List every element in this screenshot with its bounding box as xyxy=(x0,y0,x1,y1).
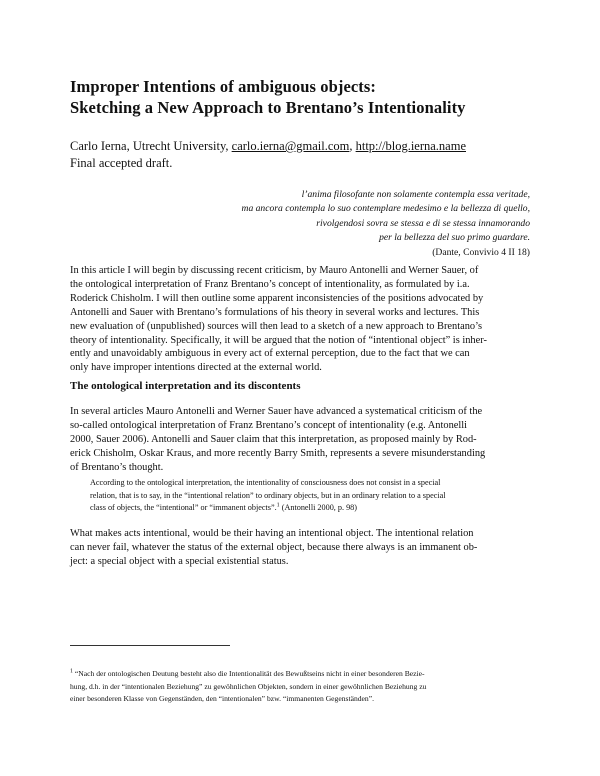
quote-line-text: class of objects, the “intentional” or “immanent objects”. xyxy=(90,503,277,512)
footnote-line: hung, d.h. in der “intentionalen Beziehung” zu gewöhnlichen Objekten, sondern in einer gewöhnlichen Beziehung zu xyxy=(70,681,427,691)
epigraph-line: per la bellezza del suo primo guardare. xyxy=(379,232,530,244)
body-paragraph-2 xyxy=(70,527,530,569)
block-quote xyxy=(90,477,520,515)
title-line-1: Improper Intentions of ambiguous objects: xyxy=(70,77,377,96)
body-line: can never fail, whatever the status of the external object, because there always is an immanent ob- xyxy=(70,541,478,553)
abstract-line: new evaluation of (unpublished) sources will then lead to a sketch of a new approach to Brentano’s xyxy=(70,320,483,332)
author-website-link[interactable]: http://blog.ierna.name xyxy=(355,139,466,153)
footnote-divider xyxy=(70,645,230,646)
footnote-text: “Nach der ontologischen Deutung besteht also die Intentionalität des Bewußtseins nicht in einer besonderen Bezie- xyxy=(73,669,425,678)
footnote-line xyxy=(70,668,530,681)
draft-status: Final accepted draft. xyxy=(70,156,173,170)
author-line xyxy=(70,138,540,155)
body-line: In several articles Mauro Antonelli and Werner Sauer have advanced a systematical criticism of the xyxy=(70,406,483,417)
abstract-line: Antonelli and Sauer with Brentano’s formulations of his theory in several works and lectures. This xyxy=(70,306,480,318)
body-line: erick Chisholm, Oskar Kraus, and more recently Barry Smith, represents a severe misunderstanding xyxy=(70,447,486,459)
author-email-link[interactable]: carlo.ierna@gmail.com xyxy=(231,139,350,153)
paper-title xyxy=(70,76,540,118)
epigraph-line: ma ancora contempla lo suo contemplare medesimo e la bellezza di quello, xyxy=(241,203,530,215)
epigraph-line: rivolgendosi sovra se stessa e di se stessa innamorando xyxy=(316,217,530,229)
quote-line: According to the ontological interpretation, the intentionality of consciousness does not consist in a special xyxy=(90,478,441,487)
section-heading: The ontological interpretation and its discontents xyxy=(70,380,301,392)
body-line: of Brentano’s thought. xyxy=(70,461,164,473)
author-separator: , xyxy=(349,139,356,153)
author-name: Carlo Ierna, Utrecht University, xyxy=(70,139,232,153)
abstract-line: only have improper intentions directed at the external world. xyxy=(70,362,322,374)
quote-citation: (Antonelli 2000, p. 98) xyxy=(279,503,357,512)
quote-line: relation, that is to say, in the “intentional relation” to ordinary objects, but in an ordinary relation to a special xyxy=(90,490,446,500)
abstract-line: theory of intentionality. Specifically, it will be argued that the notion of “intentional object” is inher- xyxy=(70,334,487,346)
quote-line xyxy=(90,502,520,515)
body-line: so-called ontological interpretation of Franz Brentano’s concept of intentionality (e.g. Antonelli xyxy=(70,419,468,431)
body-line: ject: a special object with a special existential status. xyxy=(70,555,289,567)
epigraph xyxy=(130,188,530,260)
footnote-reference[interactable]: 1 xyxy=(276,502,280,509)
abstract-line: ently and unavoidably ambiguous in every act of external perception, due to the fact that we can xyxy=(70,348,470,360)
footnote-mark: 1 xyxy=(70,668,73,675)
epigraph-line: l’anima filosofante non solamente contempla essa veritade, xyxy=(301,189,530,200)
abstract-line: Roderick Chisholm. I will then outline some apparent inconsistencies of the positions advocated by xyxy=(70,292,484,304)
footnote xyxy=(70,668,530,706)
abstract-line: the ontological interpretation of Franz Brentano’s concept of intentionality, as formulated by i.a. xyxy=(70,278,470,290)
body-paragraph-1 xyxy=(70,405,530,475)
body-line: What makes acts intentional, would be their having an intentional object. The intentional relation xyxy=(70,528,474,539)
body-line: 2000, Sauer 2006). Antonelli and Sauer claim that this interpretation, as proposed mainly by Rod- xyxy=(70,433,477,445)
footnote-line: einer besonderen Klasse von Gegenständen, den “intentionalen” bzw. “immanenten Gegenständen”. xyxy=(70,694,374,703)
author-block xyxy=(70,138,540,172)
epigraph-citation: (Dante, Convivio 4 II 18) xyxy=(432,246,530,258)
abstract-paragraph xyxy=(70,264,530,375)
abstract-line: In this article I will begin by discussing recent criticism, by Mauro Antonelli and Werner Sauer, of xyxy=(70,265,479,276)
title-line-2: Sketching a New Approach to Brentano’s Intentionality xyxy=(70,98,466,117)
